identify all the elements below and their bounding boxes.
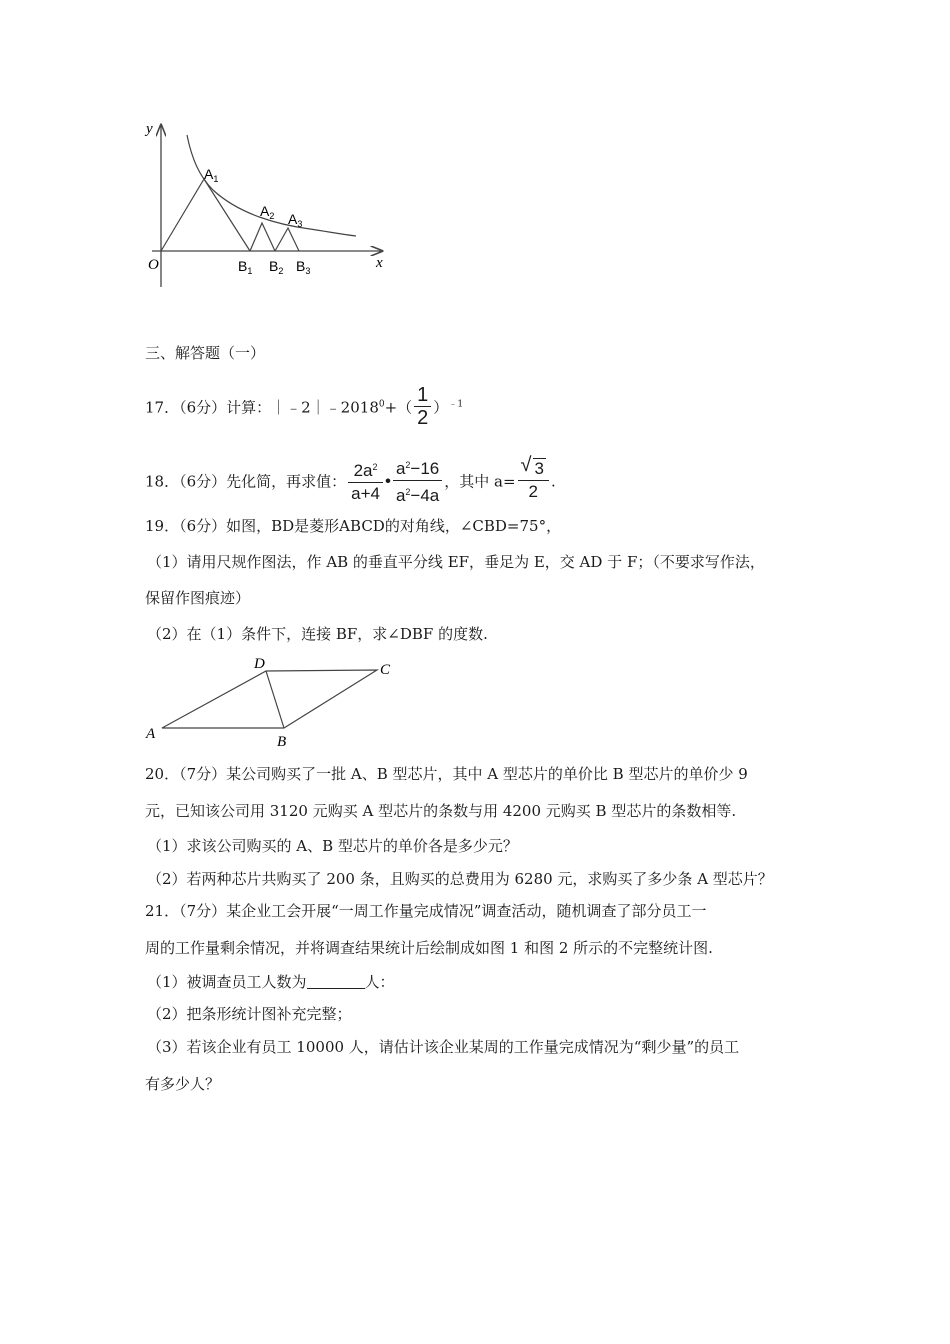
q18-f1-den: a+4 <box>351 484 380 503</box>
label-b: B <box>277 734 287 750</box>
q21-line-2: 周的工作量剩余情况，并将调查结果统计后绘制成如图 1 和图 2 所示的不完整统计图. <box>145 939 713 957</box>
q19-line-1: 19．（6分）如图，BD是菱形ABCD的对角线，∠CBD=75°， <box>145 517 562 535</box>
answer-blank[interactable] <box>307 974 365 989</box>
q18-fraction-3 <box>518 454 549 503</box>
q18-fraction-1 <box>348 456 383 505</box>
q20-line-4: （2）若两种芯片共购买了 200 条，且购买的总费用为 6280 元，求购买了多少条 A 型芯片？ <box>147 870 773 888</box>
q19-line-4: （2）在（1）条件下，连接 BF，求∠DBF 的度数. <box>147 625 488 643</box>
q17-plus: +（ <box>384 398 413 417</box>
q17-expr: ｜﹣2｜﹣2018 <box>271 398 379 417</box>
label-d: D <box>254 656 265 672</box>
q21-line-1: 21．（7分）某企业工会开展“一周工作量完成情况”调查活动，随机调查了部分员工一 <box>145 902 707 920</box>
q21-line-3-b: 人： <box>364 973 395 991</box>
q18-end: . <box>551 472 556 491</box>
q17-fraction <box>414 384 431 429</box>
q18-rad-den: 2 <box>528 482 539 501</box>
label-a2: $A_2$ <box>260 203 275 221</box>
q18-f2-num-b: −16 <box>410 459 440 478</box>
label-a3: $A_3$ <box>288 211 303 229</box>
label-b1: $B_1$ <box>238 258 253 276</box>
q21-line-4: （2）把条形统计图补充完整； <box>147 1005 352 1023</box>
label-a1: $A_1$ <box>204 166 219 184</box>
q21-line-6: 有多少人？ <box>145 1075 221 1093</box>
q21-line-5: （3）若该企业有员工 10000 人，请估计该企业某周的工作量完成情况为“剩少量”的员工 <box>147 1038 740 1056</box>
label-b2: $B_2$ <box>269 258 284 276</box>
diagonal-bd <box>266 671 284 728</box>
q20-line-3: （1）求该公司购买的 A、B 型芯片的单价各是多少元？ <box>147 837 518 855</box>
q18-f2-den-a: a <box>395 486 406 505</box>
q18-where: ，其中 a= <box>444 472 516 491</box>
q18-f2-num-exp: 2 <box>405 460 411 470</box>
q17-prefix: 17．（6分）计算： <box>145 398 272 417</box>
q21-line-3-a: （1）被调查员工人数为 <box>147 973 307 991</box>
q19-line-2: （1）请用尺规作图法，作 AB 的垂直平分线 EF，垂足为 E，交 AD 于 F；（不要求写作法， <box>147 553 765 571</box>
q18-dot: • <box>384 471 391 491</box>
triangle-b1a2b2 <box>250 223 275 251</box>
axis-label-x: x <box>376 255 383 271</box>
q18-sqrt <box>520 454 546 480</box>
q18-f1-num: 2a <box>353 461 373 480</box>
q18-f2-den-b: −4a <box>410 486 440 505</box>
rhombus-abcd <box>162 670 377 728</box>
section-heading: 三、解答题（一） <box>145 344 266 362</box>
label-b3: $B_3$ <box>296 258 311 276</box>
q17-frac-num: 1 <box>414 384 431 407</box>
q20-line-2: 元，已知该公司用 3120 元购买 A 型芯片的条数与用 4200 元购买 B 型芯片的条数相等. <box>145 802 737 820</box>
sqrt-icon: √ <box>520 454 532 476</box>
q21-line-3 <box>147 972 395 992</box>
q17-exp0: 0 <box>378 399 385 410</box>
hyperbola-figure <box>140 115 400 290</box>
label-a: A <box>146 726 156 742</box>
q18-f1-num-exp: 2 <box>372 462 378 472</box>
q18-radicand: 3 <box>534 459 545 478</box>
q18-f2-den-exp: 2 <box>405 487 411 497</box>
q17-close: ） <box>433 398 449 417</box>
origin-label: O <box>148 257 159 273</box>
triangle-b2a3b3 <box>275 228 299 251</box>
triangle-oa1b1 <box>161 179 250 251</box>
question-17 <box>145 386 463 431</box>
q17-exp-neg1: ﹣1 <box>448 399 464 410</box>
q17-frac-den: 2 <box>417 407 429 429</box>
q18-fraction-2 <box>393 454 442 507</box>
q18-prefix: 18．（6分）先化简，再求值： <box>145 472 347 491</box>
rhombus-figure <box>140 652 400 752</box>
q18-f2-num-a: a <box>395 459 406 478</box>
label-c: C <box>380 662 391 678</box>
question-18 <box>145 456 556 509</box>
q19-line-3: 保留作图痕迹） <box>145 589 251 607</box>
q20-line-1: 20．（7分）某公司购买了一批 A、B 型芯片，其中 A 型芯片的单价比 B 型芯片的单价少 9 <box>145 765 748 783</box>
axis-label-y: y <box>146 121 153 137</box>
